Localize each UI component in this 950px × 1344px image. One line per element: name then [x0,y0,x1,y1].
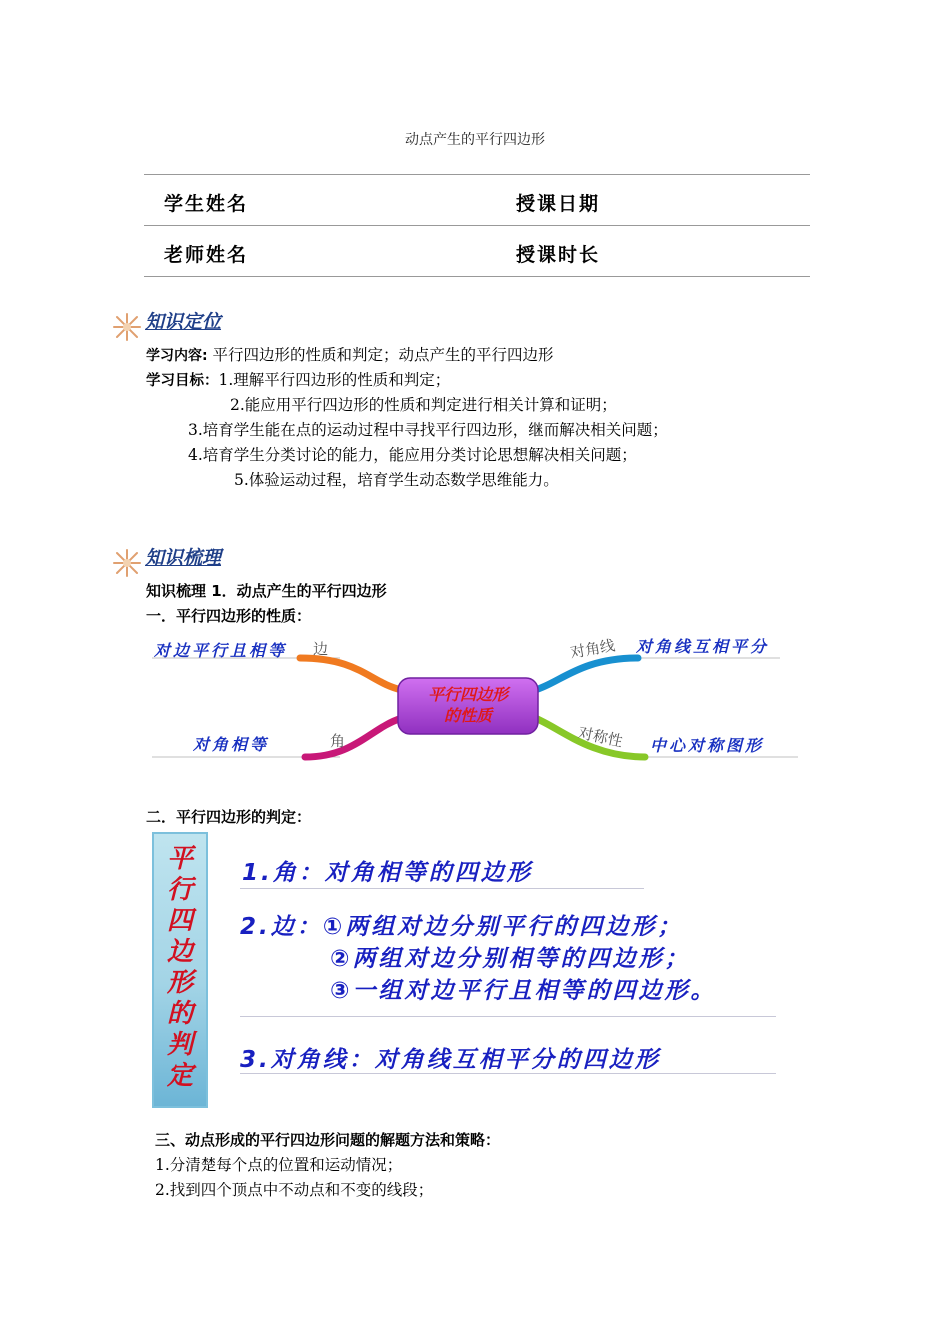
section-title-position: 知识定位 [145,311,222,333]
judge-side-char: 判 [166,1030,193,1060]
judge-side-char: 四 [166,906,193,936]
info-table [144,174,810,277]
judge-side-char: 平 [166,844,193,874]
part2-title: 二．平行四边形的判定： [146,808,312,826]
content-label: 学习内容: [146,348,208,364]
review-subtitle: 知识梳理 1．动点产生的平行四边形 [146,582,387,600]
goals-label: 学习目标： [146,373,219,389]
mindmap-leaf-edge: 对边平行且相等 [154,641,288,660]
goal-line-4: 4.培育学生分类讨论的能力，能应用分类讨论思想解决相关问题； [188,446,637,464]
mindmap-branch-diagonal: 对角线 [568,636,617,662]
judge-side-title [154,844,206,1092]
student-name-label: 学生姓名 [164,193,249,215]
lesson-duration-label: 授课时长 [516,244,601,266]
judge-line-angle: 1.角：对角相等的四边形 [242,860,533,886]
divider [240,888,644,889]
judge-side-char: 定 [166,1061,193,1091]
content-line [146,343,554,365]
goal-line-5: 5.体验运动过程，培育学生动态数学思维能力。 [234,471,559,489]
mindmap-branch-symmetry: 对称性 [576,723,625,751]
mindmap-branch-edge: 边 [313,640,329,658]
mindmap-center-line: 的性质 [443,706,492,725]
goal-line-2: 2.能应用平行四边形的性质和判定进行相关计算和证明； [230,396,617,414]
goal-text: 1.理解平行四边形的性质和判定； [218,371,451,389]
sparkle-icon [112,312,142,342]
mindmap-center [398,684,538,726]
judge-line-edge-3: ③一组对边平行且相等的四边形。 [330,978,717,1004]
content-text: 平行四边形的性质和判定；动点产生的平行四边形 [212,346,554,364]
teacher-name-label: 老师姓名 [164,244,249,266]
divider [240,1016,776,1017]
sparkle-icon [112,548,142,578]
part1-title: 一．平行四边形的性质： [146,607,312,625]
judge-side-char: 行 [166,875,193,905]
judge-side-char: 形 [166,968,193,998]
section-title-review: 知识梳理 [145,547,222,569]
document-title: 动点产生的平行四边形 [405,132,545,148]
step-line-2: 2.找到四个顶点中不动点和不变的线段； [155,1181,434,1199]
goal-line-1 [146,368,450,390]
lesson-date-label: 授课日期 [516,193,601,215]
goal-line-3: 3.培育学生能在点的运动过程中寻找平行四边形，继而解决相关问题； [188,421,668,439]
mindmap-branch-angle: 角 [330,732,346,750]
judge-line-edge-1: 2.边：①两组对边分别平行的四边形； [240,914,684,940]
judge-side-char: 的 [166,999,193,1029]
step-line-1: 1.分清楚每个点的位置和运动情况； [155,1156,403,1174]
mindmap-center-line: 平行四边形 [427,685,508,704]
mindmap-leaf-angle: 对角相等 [193,735,270,754]
judge-side-char: 边 [166,937,193,967]
judge-side-panel [152,832,208,1108]
info-row [144,174,810,226]
info-row [144,226,810,277]
mindmap-leaf-symmetry: 中心对称图形 [650,736,765,755]
divider [240,1073,776,1074]
mindmap-leaf-diagonal: 对角线互相平分 [636,637,770,656]
judge-line-edge-2: ②两组对边分别相等的四边形； [330,946,691,972]
part3-title: 三、动点形成的平行四边形问题的解题方法和策略： [155,1131,501,1149]
judge-line-diagonal: 3.对角线：对角线互相平分的四边形 [240,1047,661,1073]
